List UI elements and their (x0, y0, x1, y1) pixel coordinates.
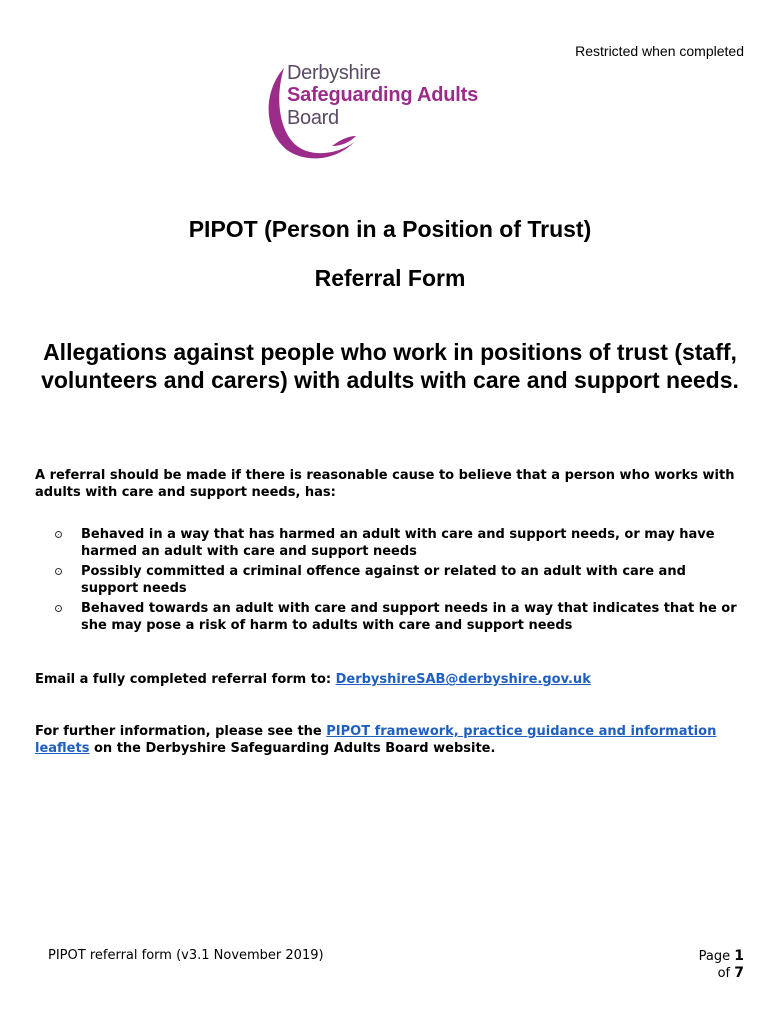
dsab-logo (262, 60, 532, 165)
footer-page-number (699, 948, 744, 982)
restricted-label: Restricted when completed (575, 43, 744, 59)
list-item-text: Behaved towards an adult with care and support needs in a way that indicates that he or she may pose a risk of harm to adults with care and support needs (81, 601, 737, 633)
intro-paragraph: A referral should be made if there is reasonable cause to believe that a person who works with adults with care and support needs, has: (35, 468, 735, 500)
email-instruction (35, 672, 745, 687)
info-suffix: on the Derbyshire Safeguarding Adults Board website. (89, 741, 496, 756)
list-item (55, 526, 745, 560)
page-current: 1 (734, 948, 744, 964)
list-item (55, 563, 745, 597)
email-link[interactable]: DerbyshireSAB@derbyshire.gov.uk (335, 672, 591, 687)
criteria-list (55, 526, 745, 637)
page-of-label: of (717, 966, 735, 981)
email-prefix: Email a fully completed referral form to: (35, 672, 336, 687)
info-paragraph (35, 723, 735, 757)
info-prefix: For further information, please see the (35, 724, 327, 739)
list-item (55, 600, 745, 634)
bullet-icon (55, 531, 62, 538)
form-subtitle-referral: Referral Form (314, 265, 466, 291)
page-total: 7 (734, 965, 744, 981)
logo-text-board: Board (287, 107, 339, 129)
form-title: PIPOT (Person in a Position of Trust) (188, 216, 592, 242)
logo-text-derbyshire: Derbyshire (287, 62, 381, 84)
footer-version: PIPOT referral form (v3.1 November 2019) (48, 948, 324, 963)
list-item-text: Behaved in a way that has harmed an adult with care and support needs, or may have harmed an adult with care and support needs (81, 527, 715, 559)
pipot-framework-link[interactable]: PIPOT framework, practice guidance and information leaflets (35, 724, 717, 756)
logo-text-safeguarding: Safeguarding Adults (287, 84, 479, 106)
form-heading-allegations: Allegations against people who work in positions of trust (staff, volunteers and carers) with adults with care and support needs. (41, 339, 739, 393)
bullet-icon (55, 605, 62, 612)
bullet-icon (55, 568, 62, 575)
list-item-text: Possibly committed a criminal offence against or related to an adult with care and support needs (81, 564, 686, 596)
page-label: Page (698, 949, 735, 964)
